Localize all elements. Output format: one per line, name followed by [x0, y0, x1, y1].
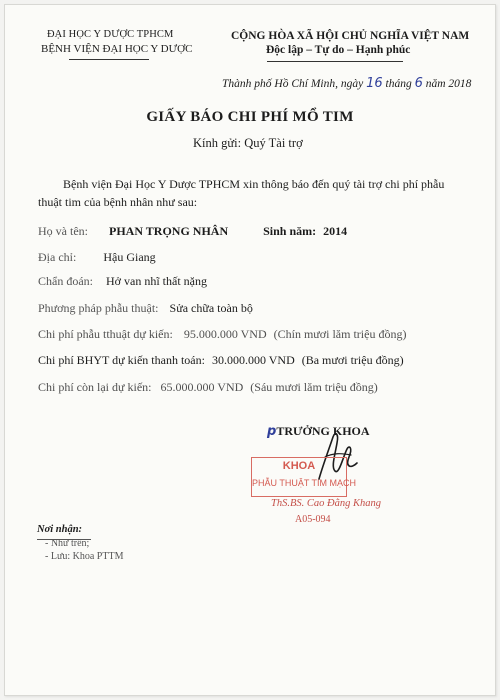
- date-day: 16: [366, 76, 383, 91]
- birth-year: 2014: [323, 224, 348, 238]
- bhyt-cost-words: (Ba mươi triệu đồng): [301, 353, 404, 367]
- surgery-cost-words: (Chín mươi lăm triệu đồng): [273, 327, 407, 341]
- hospital-parent-name: ĐẠI HỌC Y DƯỢC TPHCM: [47, 29, 174, 40]
- signer-name: ThS.BS. Cao Đằng Khang: [271, 498, 381, 509]
- address-label: Địa chỉ:: [38, 250, 77, 264]
- signature-title-text: TRƯỞNG KHOA: [276, 424, 370, 438]
- date-month: 6: [414, 76, 423, 91]
- diagnosis-row: [38, 274, 207, 289]
- recipient-item: - Như trên;: [45, 538, 90, 549]
- hospital-name: BỆNH VIỆN ĐẠI HỌC Y DƯỢC: [41, 43, 193, 55]
- remaining-cost-row: [38, 380, 378, 395]
- surgery-cost-value: 95.000.000 VND: [183, 327, 267, 341]
- department-stamp: [251, 457, 357, 497]
- document-page: [4, 4, 496, 696]
- diagnosis-label: Chẩn đoán:: [38, 274, 93, 288]
- method-label: Phương pháp phẫu thuật:: [38, 301, 159, 315]
- national-motto: Độc lập – Tự do – Hạnh phúc: [266, 44, 411, 56]
- date-month-label: tháng: [385, 78, 412, 90]
- address-row: [38, 250, 156, 265]
- address-value: Hậu Giang: [103, 250, 156, 264]
- remaining-cost-label: Chi phí còn lại dự kiến:: [38, 380, 152, 394]
- bhyt-cost-label: Chi phí BHYT dự kiến thanh toán:: [38, 353, 205, 367]
- motto-underline: [267, 61, 403, 62]
- salutation: Kính gửi: Quý Tài trợ: [193, 136, 303, 150]
- bhyt-cost-row: [38, 353, 404, 368]
- hospital-underline: [69, 59, 149, 60]
- date-year: năm 2018: [425, 78, 472, 90]
- patient-name: PHAN TRỌNG NHÂN: [109, 224, 229, 238]
- document-title: GIẤY BÁO CHI PHÍ MỔ TIM: [146, 109, 354, 125]
- bhyt-cost-value: 30.000.000 VND: [211, 353, 295, 367]
- diagnosis-value: Hở van nhĩ thất nặng: [106, 274, 207, 288]
- remaining-cost-value: 65.000.000 VND: [160, 380, 244, 394]
- stamp-bottom-text: PHẪU THUẬT TIM MẠCH: [252, 478, 357, 488]
- signature-prefix: p: [267, 424, 277, 439]
- patient-name-label: Họ và tên:: [38, 224, 88, 238]
- method-row: [38, 301, 253, 316]
- date-line: [222, 76, 471, 91]
- intro-line-2: thuật tim của bệnh nhân như sau:: [38, 195, 198, 209]
- patient-name-row: [38, 224, 347, 239]
- republic-name: CỘNG HÒA XÃ HỘI CHỦ NGHĨA VIỆT NAM: [231, 30, 470, 42]
- birth-year-label: Sinh năm:: [263, 224, 317, 238]
- recipient-item: - Lưu: Khoa PTTM: [45, 551, 124, 562]
- surgery-cost-row: [38, 327, 406, 342]
- remaining-cost-words: (Sáu mươi lăm triệu đồng): [250, 380, 378, 394]
- stamp-top-text: KHOA: [282, 460, 316, 472]
- date-prefix: Thành phố Hồ Chí Minh, ngày: [222, 78, 364, 90]
- surgery-cost-label: Chi phí phẫu tthuật dự kiến:: [38, 327, 173, 341]
- intro-line-1: Bệnh viện Đại Học Y Dược TPHCM xin thông báo đến quý tài trợ chi phí phẫu: [63, 177, 445, 191]
- signer-code: A05-094: [295, 514, 331, 525]
- method-value: Sửa chữa toàn bộ: [169, 301, 253, 315]
- recipients-label: Nơi nhận:: [37, 524, 83, 535]
